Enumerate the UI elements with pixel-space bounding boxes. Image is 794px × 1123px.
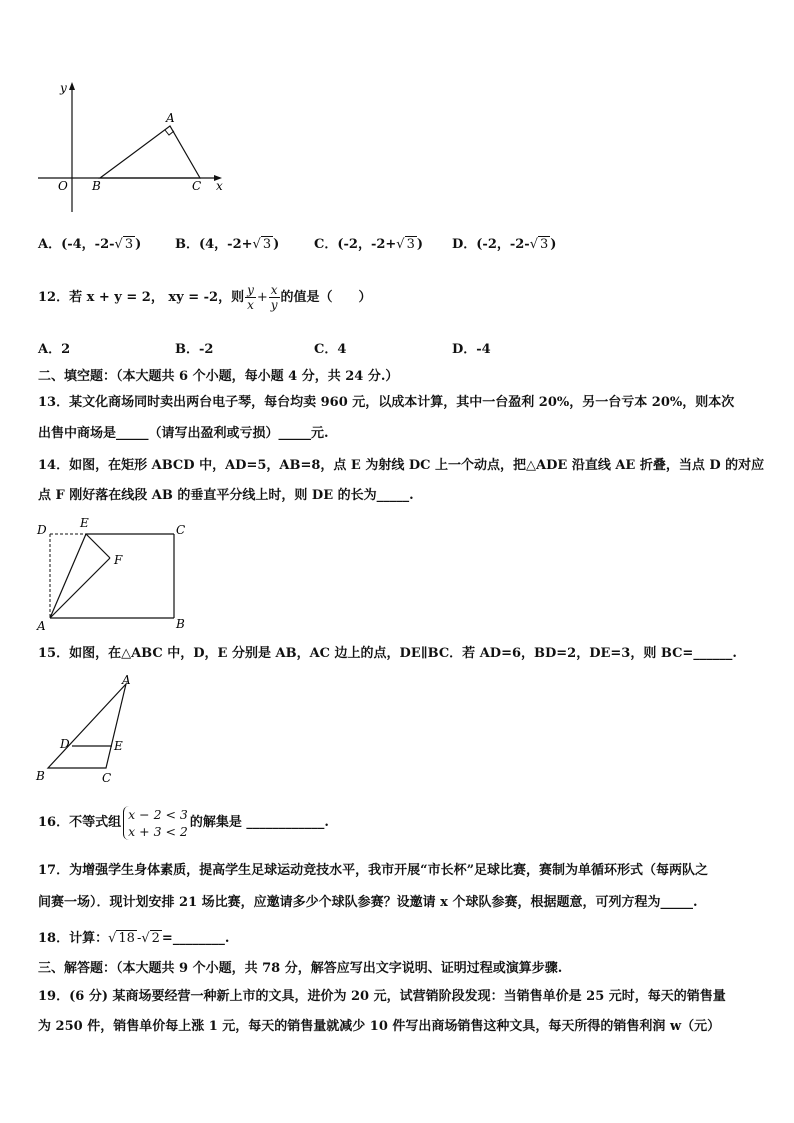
q15-stem: 15．如图，在△ABC 中，D，E 分别是 AB，AC 边上的点，DE∥BC．若 AD=6，BD=2，DE=3，则 BC=______.: [38, 646, 737, 661]
label-c: C: [102, 771, 112, 785]
q12-option-d: D．-4: [452, 342, 491, 357]
segment-ef: [86, 534, 110, 558]
q12-option-c: C．4: [314, 342, 347, 357]
q15-triangle-figure: [34, 672, 144, 788]
label-a: A: [122, 673, 131, 687]
q14-line1: 14．如图，在矩形 ABCD 中，AD=5，AB=8，点 E 为射线 DC 上一个动点，把△ADE 沿直线 AE 折叠，当点 D 的对应: [38, 458, 765, 473]
label-y: y: [60, 81, 67, 95]
q11-option-d: D．(-2，-2-√ 3 ): [452, 237, 557, 252]
q13-line1: 13．某文化商场同时卖出两台电子琴，每台均卖 960 元，以成本计算，其中一台盈利 20%，另一台亏本 20%，则本次: [38, 395, 735, 410]
q12-option-a: A．2: [38, 342, 71, 357]
triangle-abc: [100, 126, 200, 178]
segment-ae: [50, 534, 86, 618]
q11-option-b: B．(4，-2+√ 3 ): [175, 237, 280, 252]
label-o: O: [58, 179, 68, 193]
q11-option-c: C．(-2，-2+√ 3 ): [314, 237, 424, 252]
q16-stem: 16．不等式组 x − 2 < 3 x + 3 < 2 的解集是 ____________.: [38, 806, 329, 839]
section3-heading: 三、解答题：（本大题共 9 个小题，共 78 分，解答应写出文字说明、证明过程或演算步骤.: [38, 961, 563, 976]
q19-line2: 为 250 件，销售单价每上涨 1 元，每天的销售量就减少 10 件写出商场销售这种文具，每天所得的销售利润 w（元）: [38, 1019, 721, 1034]
q19-line1: 19．(6 分) 某商场要经营一种新上市的文具，进价为 20 元，试营销阶段发现：当销售单价是 25 元时，每天的销售量: [38, 989, 726, 1004]
label-e: E: [80, 516, 89, 530]
q17-line1: 17．为增强学生身体素质，提高学生足球运动竞技水平，我市开展“市长杯”足球比赛，赛制为单循环形式（每两队之: [38, 863, 709, 878]
triangle-abc: [48, 684, 126, 768]
q11-coordinate-figure: [36, 80, 236, 220]
q14-rectangle-figure: [34, 514, 194, 632]
label-a: A: [166, 111, 175, 125]
label-b: B: [36, 769, 45, 783]
q14-line2: 点 F 刚好落在线段 AB 的垂直平分线上时，则 DE 的长为_____.: [38, 488, 414, 503]
inequality-system: x − 2 < 3 x + 3 < 2: [123, 806, 188, 840]
q18-stem: 18．计算：√ 18 -√ 2 =________.: [38, 931, 230, 946]
label-f: F: [114, 553, 123, 567]
y-arrow-icon: [69, 82, 75, 90]
label-d: D: [37, 523, 47, 537]
label-b: B: [92, 179, 101, 193]
label-c: C: [176, 523, 186, 537]
label-c: C: [192, 179, 202, 193]
label-d: D: [60, 737, 70, 751]
q11-option-a: A．(-4，-2-√ 3 ): [38, 237, 142, 252]
fraction-y-over-x: $\frac{y}{x}$: [247, 283, 254, 312]
section2-heading: 二、填空题：（本大题共 6 个小题，每小题 4 分，共 24 分.）: [38, 369, 399, 384]
label-b: B: [176, 617, 185, 631]
q12-stem: 12．若 x + y = 2， xy = -2，则 $\frac{y}{x}$ + $\frac{x}{y}$ 的值是（ ）: [38, 283, 372, 312]
label-x: x: [216, 179, 223, 193]
q12-option-b: B．-2: [175, 342, 214, 357]
q13-line2: 出售中商场是_____（请写出盈利或亏损）_____元.: [38, 426, 329, 441]
label-a: A: [37, 619, 46, 632]
q17-line2: 间赛一场）．现计划安排 21 场比赛，应邀请多少个球队参赛？设邀请 x 个球队参赛，根据题意，可列方程为_____.: [38, 895, 698, 910]
segment-af: [50, 558, 110, 618]
fraction-x-over-y: $\frac{x}{y}$: [270, 283, 278, 312]
label-e: E: [114, 739, 123, 753]
